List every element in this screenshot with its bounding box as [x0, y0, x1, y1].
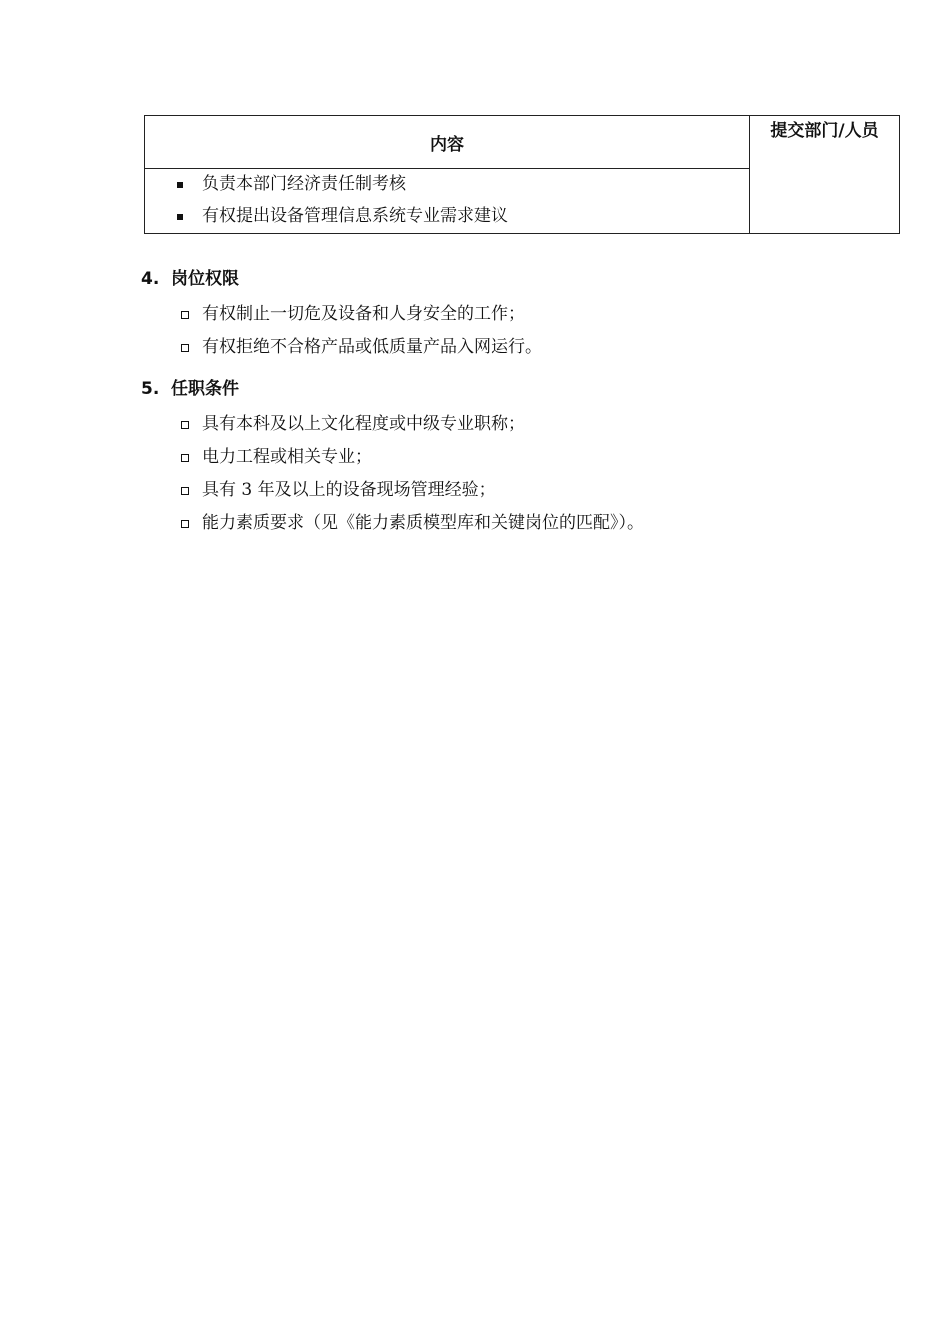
- list-item-text: 有权拒绝不合格产品或低质量产品入网运行。: [202, 337, 542, 357]
- list-item-text: 能力素质要求（见《能力素质模型库和关键岗位的匹配》）。: [202, 513, 644, 533]
- table-list-item: [145, 169, 749, 201]
- section-title: 任职条件: [171, 379, 239, 399]
- list-item-text: 有权制止一切危及设备和人身安全的工作；: [202, 304, 525, 324]
- list-item: [141, 331, 542, 364]
- list-item: [141, 408, 644, 441]
- table-header-content: 内容: [145, 116, 750, 169]
- list-item: [141, 298, 542, 331]
- section-permissions: [141, 264, 542, 364]
- hollow-square-bullet-icon: [181, 344, 189, 352]
- table-header-row: [145, 116, 900, 169]
- table-item-text: 负责本部门经济责任制考核: [202, 174, 406, 194]
- table-items-cell: [145, 169, 750, 234]
- hollow-square-bullet-icon: [181, 454, 189, 462]
- section-qualifications: [141, 374, 644, 540]
- hollow-square-bullet-icon: [181, 311, 189, 319]
- list-item-text: 电力工程或相关专业；: [202, 447, 372, 467]
- square-bullet-icon: [177, 214, 183, 220]
- table-header-submitter: 提交部门/人员: [750, 116, 900, 234]
- section-number: 5.: [141, 379, 160, 399]
- section-title: 岗位权限: [171, 269, 239, 289]
- table-list-item: [145, 201, 749, 233]
- list-item: [141, 507, 644, 540]
- table-item-text: 有权提出设备管理信息系统专业需求建议: [202, 206, 508, 226]
- hollow-square-bullet-icon: [181, 421, 189, 429]
- section-heading: [141, 264, 542, 294]
- square-bullet-icon: [177, 182, 183, 188]
- list-item: [141, 474, 644, 507]
- section-number: 4.: [141, 269, 160, 289]
- permissions-list: [141, 298, 542, 364]
- hollow-square-bullet-icon: [181, 520, 189, 528]
- hollow-square-bullet-icon: [181, 487, 189, 495]
- list-item-text: 具有本科及以上文化程度或中级专业职称；: [202, 414, 525, 434]
- list-item: [141, 441, 644, 474]
- qualifications-list: [141, 408, 644, 540]
- responsibility-table: [144, 115, 900, 234]
- section-heading: [141, 374, 644, 404]
- list-item-text: 具有 3 年及以上的设备现场管理经验；: [202, 480, 496, 500]
